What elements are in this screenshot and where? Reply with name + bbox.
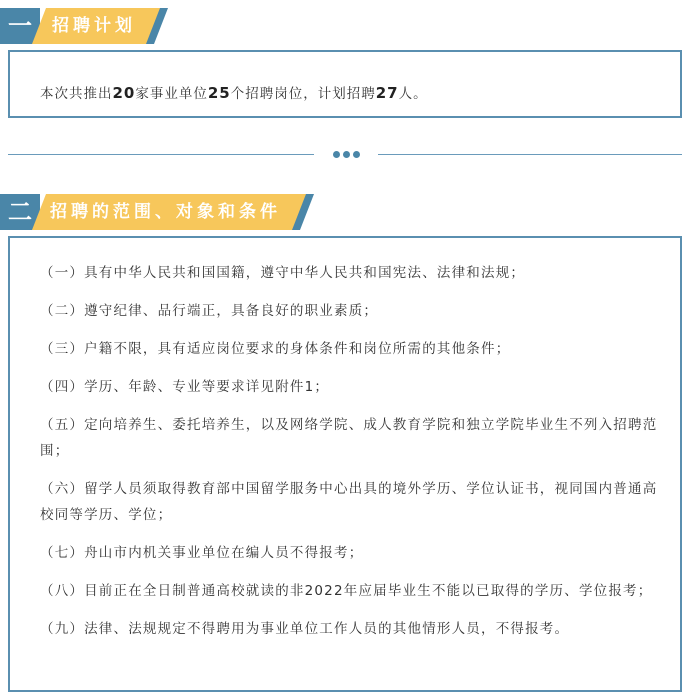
condition-item: （五）定向培养生、委托培养生，以及网络学院、成人教育学院和独立学院毕业生不列入招聘范围；: [40, 417, 658, 459]
condition-item: （三）户籍不限，具有适应岗位要求的身体条件和岗位所需的其他条件；: [40, 341, 511, 357]
dot: [333, 151, 340, 158]
recruitment-plan-box: [8, 50, 682, 118]
dot: [353, 151, 360, 158]
section-header-recruitment-plan: [0, 8, 330, 44]
recruitment-summary: 本次共推出20家事业单位25个招聘岗位，计划招聘27人。: [40, 84, 428, 102]
section-number-block: [0, 194, 40, 230]
hire-count: 27: [375, 84, 399, 102]
section-title: 招聘的范围、对象和条件: [50, 202, 281, 222]
section-number: 一: [8, 12, 32, 40]
conditions-list: [40, 260, 660, 654]
section-number: 二: [8, 198, 32, 226]
section-header-scope-and-conditions: [0, 194, 330, 230]
condition-item: （六）留学人员须取得教育部中国留学服务中心出具的境外学历、学位认证书，视同国内普通高校同等学历、学位；: [40, 481, 658, 523]
conditions-box: [8, 236, 682, 692]
section-number-block: [0, 8, 40, 44]
divider-line-right: [378, 154, 682, 155]
condition-item: （四）学历、年龄、专业等要求详见附件1；: [40, 379, 330, 395]
condition-item: （七）舟山市内机关事业单位在编人员不得报考；: [40, 545, 364, 561]
condition-item: （二）遵守纪律、品行端正，具备良好的职业素质；: [40, 303, 379, 319]
condition-item: （九）法律、法规规定不得聘用为事业单位工作人员的其他情形人员，不得报考。: [40, 621, 570, 637]
divider-dots: [330, 150, 362, 160]
unit-count: 20: [112, 84, 136, 102]
dot: [343, 151, 350, 158]
condition-item: （一）具有中华人民共和国国籍，遵守中华人民共和国宪法、法律和法规；: [40, 265, 526, 281]
position-count: 25: [207, 84, 231, 102]
section-title: 招聘计划: [52, 16, 136, 36]
divider-line-left: [8, 154, 314, 155]
condition-item: （八）目前正在全日制普通高校就读的非2022年应届毕业生不能以已取得的学历、学位报考；: [40, 583, 653, 599]
